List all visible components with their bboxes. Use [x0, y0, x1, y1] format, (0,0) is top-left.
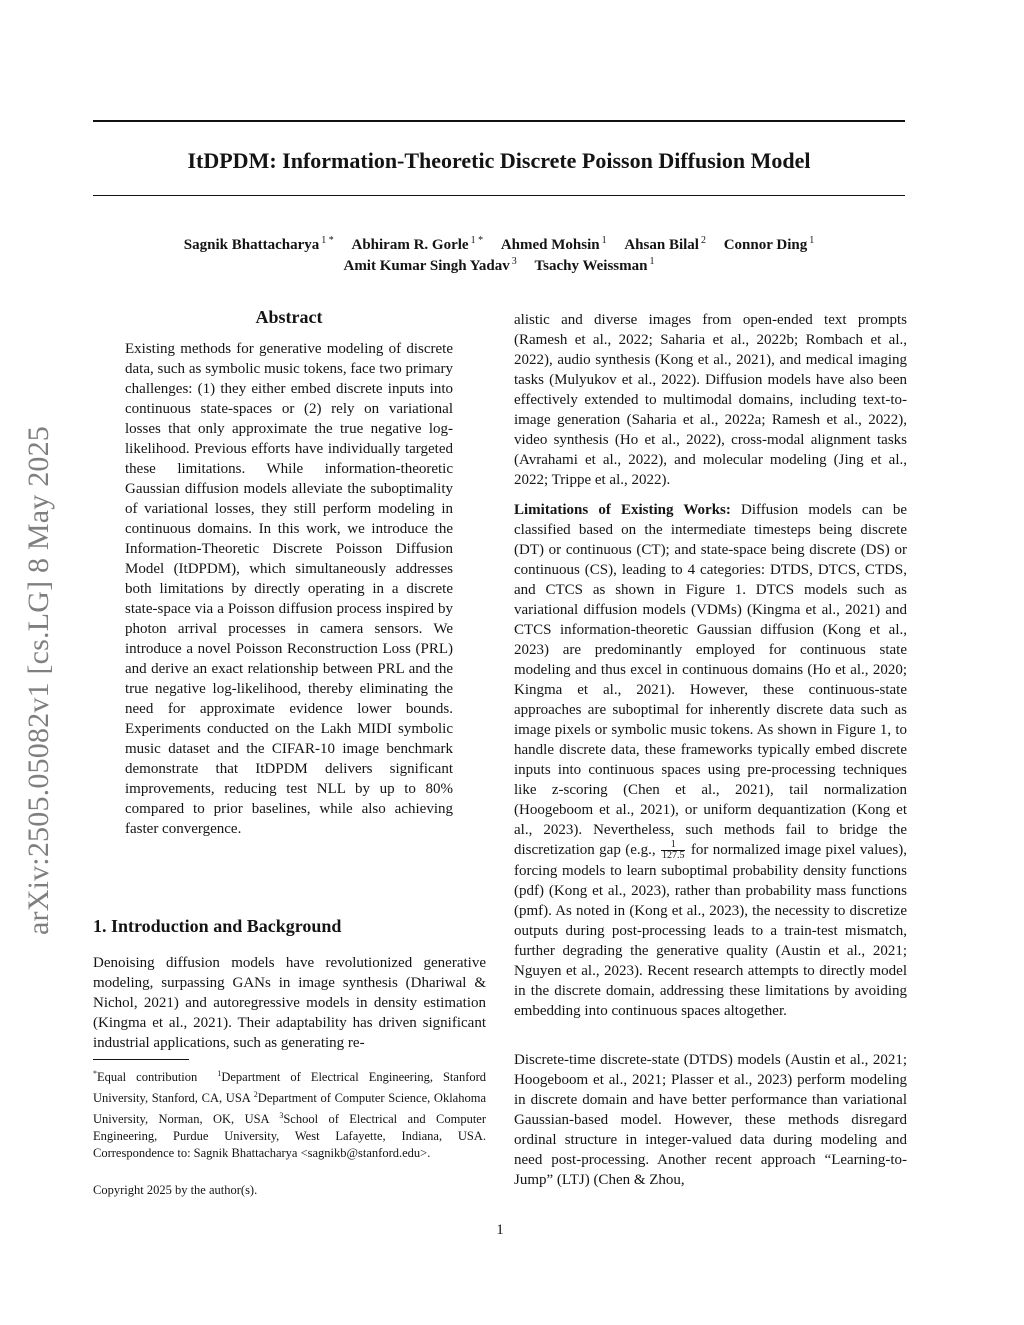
footnote-rule — [93, 1059, 189, 1060]
abstract-body: Existing methods for generative modeling of discrete data, such as symbolic music tokens, face two primary challenges: (1) they either embed discrete inputs into continuous state-spaces or (2) rely on variational losses that only approximate the true negative log-likelihood. Previous efforts have individually targeted these limitations. While information-theoretic Gaussian diffusion models alleviate the suboptimality of variational losses, they still perform modeling in continuous domains. In this work, we introduce the Information-Theoretic Discrete Poisson Diffusion Model (ItDPDM), which simultaneously addresses both limitations by directly operating in a discrete state-space via a Poisson diffusion process inspired by photon arrival processes in camera sensors. We introduce a novel Poisson Reconstruction Loss (PRL) and derive an exact relationship between PRL and the true negative log-likelihood, thereby eliminating the need for approximate evidence lower bounds. Experiments conducted on the Lakh MIDI symbolic music dataset and the CIFAR-10 image benchmark demonstrate that ItDPDM delivers significant improvements, reducing test NLL by up to 80% compared to prior baselines, while also achieving faster convergence. — [125, 341, 453, 837]
title-rule-top — [93, 120, 905, 122]
author: Sagnik Bhattacharya $^{1 *}$ — [183, 235, 334, 253]
abstract-heading: Abstract — [255, 307, 323, 327]
body-paragraph: Discrete-time discrete-state (DTDS) models (Austin et al., 2021; Hoogeboom et al., 2021; Plasser et al., 2023) perform modeling in discrete domain and have better performance than variational Gaussian-based model. However, these methods disregard ordinal structure in integer-valued data during modeling and need post-processing. Another recent approach “Learning-to-Jump” (LTJ) (Chen & Zhou, — [514, 1052, 907, 1188]
paragraph-lead-in: Limitations of Existing Works: — [514, 502, 731, 518]
author: Ahsan Bilal $^2$ — [624, 235, 706, 253]
author-list-line-2 — [93, 252, 905, 276]
introduction-paragraph: Denoising diffusion models have revolutionized generative modeling, surpassing GANs in image synthesis (Dhariwal & Nichol, 2021) and autoregressive models in density estimation (Kingma et al., 2021). Their adaptability has driven significant industrial applications, such as generating re- — [93, 955, 486, 1051]
author: Tsachy Weissman $^1$ — [534, 256, 655, 274]
author: Abhiram R. Gorle $^{1 *}$ — [351, 235, 484, 253]
copyright-notice: Copyright 2025 by the author(s). — [93, 1183, 258, 1197]
author: Amit Kumar Singh Yadav $^3$ — [343, 256, 517, 274]
author: Ahmed Mohsin $^1$ — [500, 235, 607, 253]
fraction-formula: $\frac{1}{127.5}$ — [661, 839, 685, 862]
page-number: 1 — [496, 1222, 504, 1238]
arxiv-identifier-stamp: arXiv:2505.05082v1 [cs.LG] 8 May 2025 — [22, 426, 55, 935]
body-paragraph: alistic and diverse images from open-ended text prompts (Ramesh et al., 2022; Saharia et al., 2022b; Rombach et al., 2022), audio synthesis (Kong et al., 2021), and medical imaging tasks (Mulyukov et al., 2022). Diffusion models have also been effectively extended to multimodal domains, including text-to-image generation (Saharia et al., 2022a; Ramesh et al., 2022), video synthesis (Ho et al., 2022), cross-modal alignment tasks (Avrahami et al., 2022), and molecular modeling (Jing et al., 2022; Trippe et al., 2022). — [514, 312, 907, 488]
section-heading-introduction: 1. Introduction and Background — [93, 916, 342, 936]
paper-title: ItDPDM: Information-Theoretic Discrete Poisson Diffusion Model — [187, 148, 811, 173]
author: Connor Ding $^1$ — [723, 235, 815, 253]
title-rule-bottom — [93, 195, 905, 196]
limitations-paragraph: Limitations of Existing Works: Diffusion models can be classified based on the intermediate timesteps being discrete (DT) or continuous (CT); and state-space being discrete (DS) or continuous (CS), leading to 4 categories: DTDS, DTCS, CTDS, and CTCS as shown in Figure 1. DTCS models such as variational diffusion models (VDMs) (Kingma et al., 2021) and CTCS information-theoretic Gaussian diffusion (Kong et al., 2023) are predominantly employed for continuous state modeling and thus excel in continuous domains (Ho et al., 2020; Kingma et al., 2021). However, these continuous-state approaches are suboptimal for inherently discrete data such as image pixels or symbolic music tokens. As shown in Figure 1, to handle discrete data, these frameworks typically embed discrete inputs into continuous spaces using pre-processing techniques like z-scoring (Chen et al., 2021), tail normalization (Hoogeboom et al., 2021), or uniform dequantization (Kong et al., 2023). Nevertheless, such methods fail to bridge the discretization gap (e.g., $\frac{1}{127.5}$ for normalized image pixel values), forcing models to learn suboptimal probability density functions (pdf) (Kong et al., 2023), rather than probability mass functions (pmf). As noted in (Kong et al., 2023), the necessity to discretize outputs during post-processing leads to a train-test mismatch, further degrading the generative quality (Austin et al., 2021; Nguyen et al., 2023). Recent research attempts to directly model in the discrete domain, addressing these limitations by avoiding embedding into continuous spaces altogether. — [514, 502, 908, 1020]
affiliation-footnote: *Equal contribution $^1$Department of Electrical Engineering, Stanford University, Stanford, CA, USA $^2$Department of Computer Science, Oklahoma University, Norman, OK, USA $^3$School of Electrical and Computer Engineering, Purdue University, West Lafayette, Indiana, USA. Correspondence to: Sagnik Bhattacharya <sagnikb@stanford.edu>. — [93, 1069, 487, 1161]
